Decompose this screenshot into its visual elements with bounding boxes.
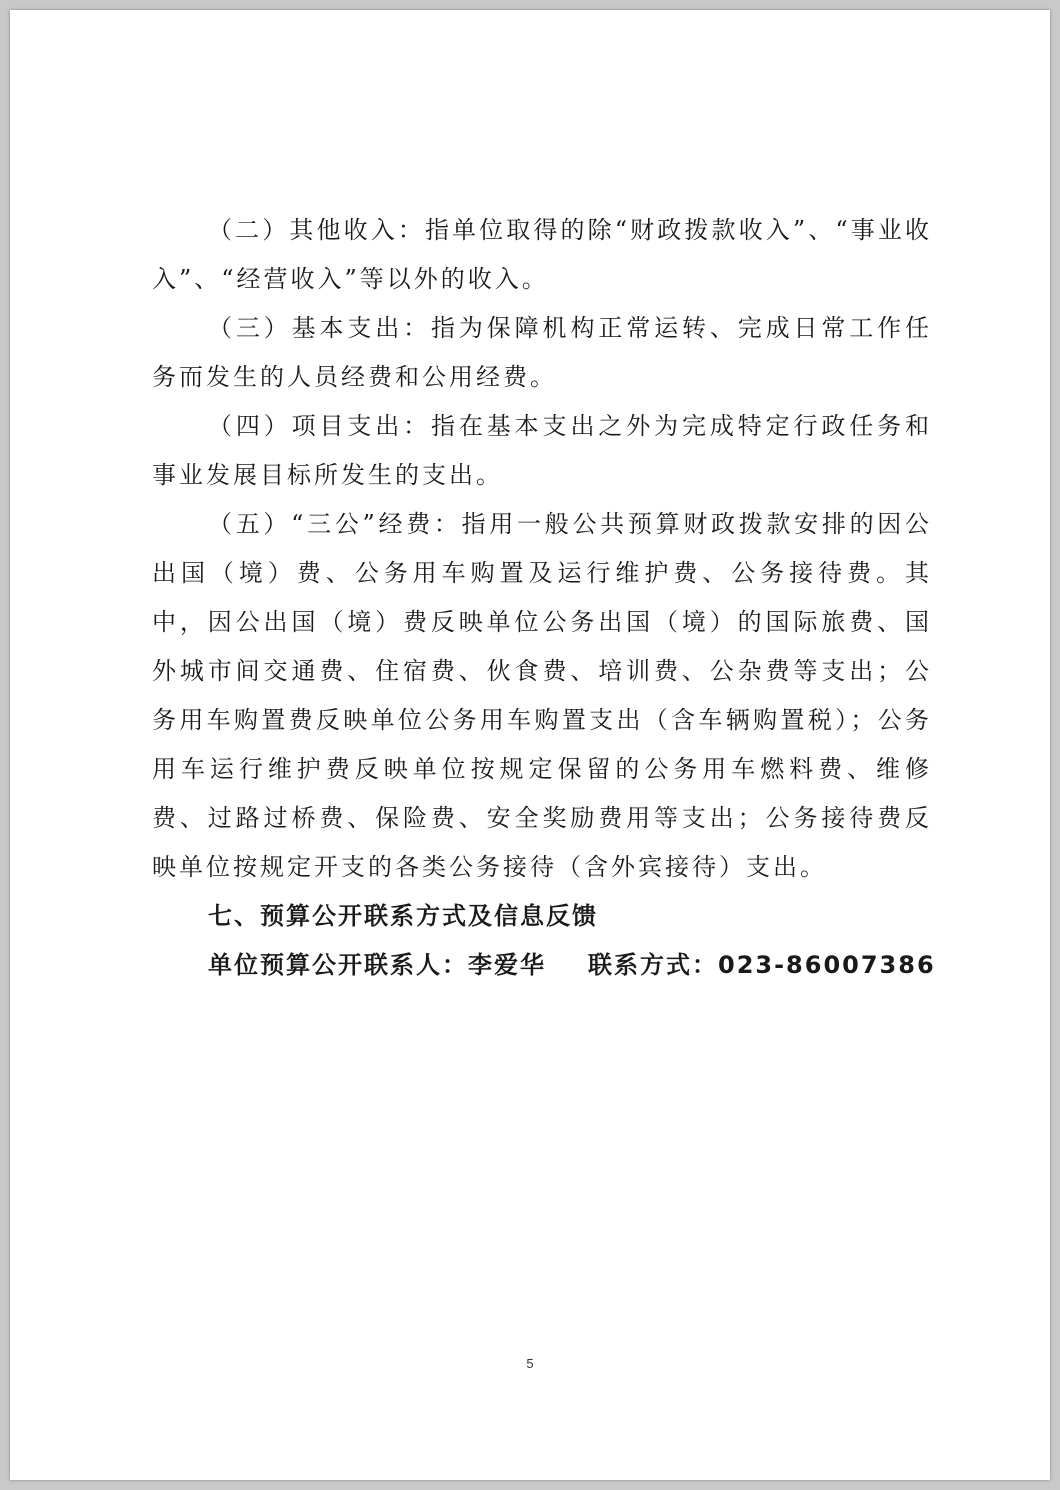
paragraph-project-expenditure: （四）项目支出：指在基本支出之外为完成特定行政任务和事业发展目标所发生的支出。 <box>152 412 932 489</box>
document-page <box>10 10 1050 1480</box>
paragraph-basic-expenditure: （三）基本支出：指为保障机构正常运转、完成日常工作任务而发生的人员经费和公用经费。 <box>152 314 932 391</box>
contact-phone-label: 联系方式： <box>588 951 718 979</box>
paragraph-other-income: （二）其他收入：指单位取得的除“财政拨款收入”、“事业收入”、“经营收入”等以外的收入。 <box>152 216 932 293</box>
section-heading: 七、预算公开联系方式及信息反馈 <box>208 902 598 930</box>
contact-line <box>152 941 936 990</box>
contact-person-name: 李爱华 <box>468 951 546 979</box>
contact-phone-number: 023-86007386 <box>718 951 936 979</box>
page-content <box>152 206 936 990</box>
contact-person-label: 单位预算公开联系人： <box>208 951 468 979</box>
paragraph-three-public-expenses: （五）“三公”经费：指用一般公共预算财政拨款安排的因公出国（境）费、公务用车购置及运行维护费、公务接待费。其中，因公出国（境）费反映单位公务出国（境）的国际旅费、国外城市间交通费、住宿费、伙食费、培训费、公杂费等支出；公务用车购置费反映单位公务用车购置支出（含车辆购置税）；公务用车运行维护费反映单位按规定保留的公务用车燃料费、维修费、过路过桥费、保险费、安全奖励费用等支出；公务接待费反映单位按规定开支的各类公务接待（含外宾接待）支出。 <box>152 510 932 881</box>
page-number: 5 <box>526 1356 534 1371</box>
